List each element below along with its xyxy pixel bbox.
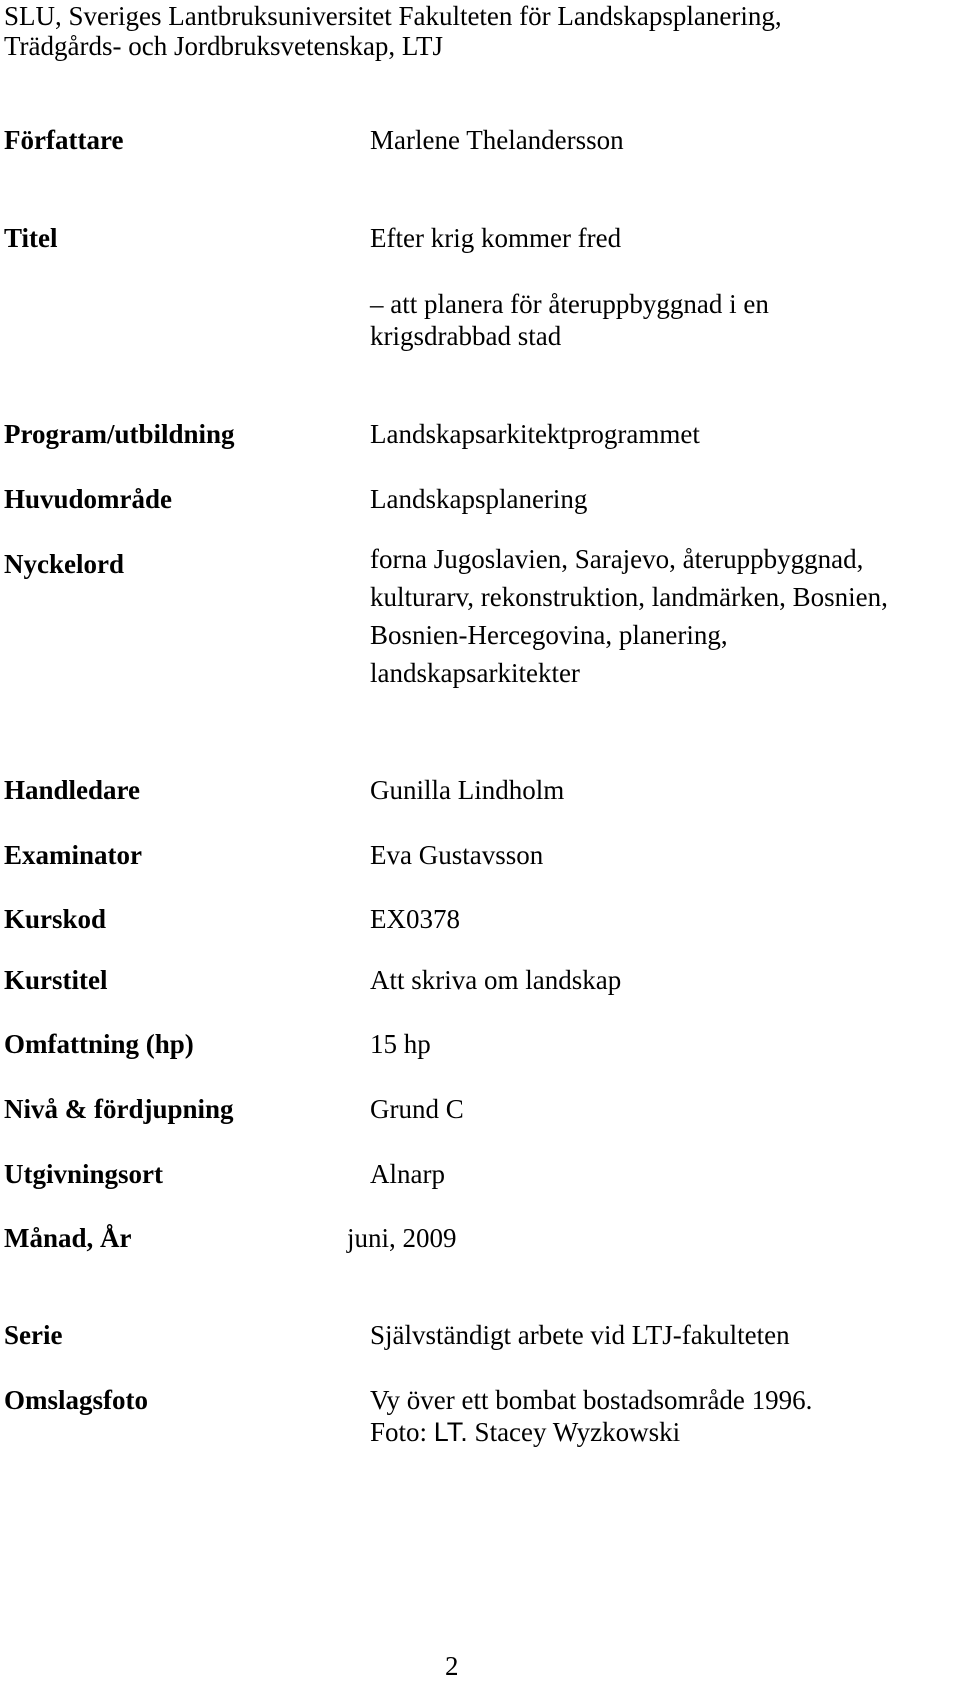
main-area-value: Landskapsplanering: [370, 484, 588, 514]
level-value: Grund C: [370, 1094, 464, 1124]
cover-photo-label: Omslagsfoto: [4, 1385, 148, 1415]
title-value: Efter krig kommer fred: [370, 223, 622, 253]
credits-value: 15 hp: [370, 1029, 431, 1059]
place-label: Utgivningsort: [4, 1159, 164, 1189]
header-line-2: Trädgårds- och Jordbruksvetenskap, LTJ: [4, 31, 443, 61]
cover-photo-line-2: [370, 1416, 680, 1448]
place-value: Alnarp: [370, 1159, 445, 1189]
series-value: Självständigt arbete vid LTJ-fakulteten: [370, 1320, 790, 1350]
keywords-line: kulturarv, rekonstruktion, landmärken, Bosnien,: [370, 582, 888, 612]
supervisor-label: Handledare: [4, 775, 141, 805]
title-subtitle-line-1: – att planera för återuppbyggnad i en: [370, 289, 769, 319]
keywords-line: Bosnien-Hercegovina, planering,: [370, 620, 728, 650]
author-value: Marlene Thelandersson: [370, 125, 624, 155]
course-title-value: Att skriva om landskap: [370, 965, 622, 995]
examiner-label: Examinator: [4, 840, 142, 870]
header-line-1: SLU, Sveriges Lantbruksuniversitet Fakulteten för Landskapsplanering,: [4, 1, 782, 31]
photo-credit-prefix: Foto:: [370, 1417, 434, 1447]
credits-label: Omfattning (hp): [4, 1029, 194, 1059]
page-number: 2: [445, 1651, 459, 1681]
level-label: Nivå & fördjupning: [4, 1094, 234, 1124]
program-label: Program/utbildning: [4, 419, 235, 449]
keywords-label: Nyckelord: [4, 549, 124, 579]
title-label: Titel: [4, 223, 58, 253]
month-year-value: juni, 2009: [347, 1223, 457, 1253]
program-value: Landskapsarkitektprogrammet: [370, 419, 700, 449]
keywords-line: landskapsarkitekter: [370, 658, 580, 688]
series-label: Serie: [4, 1320, 63, 1350]
month-year-label: Månad, År: [4, 1223, 132, 1253]
title-subtitle-line-2: krigsdrabbad stad: [370, 321, 562, 351]
examiner-value: Eva Gustavsson: [370, 840, 544, 870]
course-code-value: EX0378: [370, 904, 460, 934]
photographer-name: Stacey Wyzkowski: [467, 1417, 681, 1447]
supervisor-value: Gunilla Lindholm: [370, 775, 565, 805]
photographer-initials: LT.: [433, 1417, 468, 1447]
keywords-line: forna Jugoslavien, Sarajevo, återuppbyggnad,: [370, 544, 864, 574]
course-title-label: Kurstitel: [4, 965, 108, 995]
course-code-label: Kurskod: [4, 904, 107, 934]
main-area-label: Huvudområde: [4, 484, 173, 514]
cover-photo-line-1: Vy över ett bombat bostadsområde 1996.: [370, 1385, 813, 1415]
author-label: Författare: [4, 125, 124, 155]
keywords-value: [370, 540, 888, 692]
